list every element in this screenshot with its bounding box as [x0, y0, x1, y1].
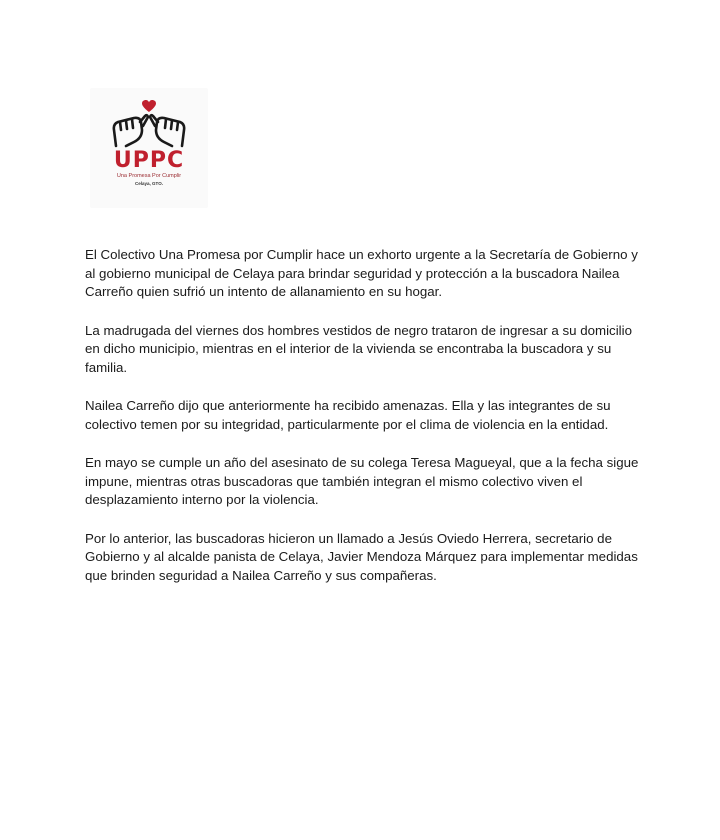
logo-title: UPPC	[113, 148, 185, 173]
paragraph: Por lo anterior, las buscadoras hicieron un llamado a Jesús Oviedo Herrera, secretario de Gobierno y al alcalde panista de Celaya, Javier Mendoza Márquez para implementar medidas que brinden seguridad a Nailea Carreño y sus compañeras.	[85, 530, 638, 583]
logo-city: Celaya, GTO.	[135, 181, 163, 186]
uppc-logo	[90, 88, 208, 208]
paragraph: La madrugada del viernes dos hombres vestidos de negro trataron de ingresar a su domicilio en dicho municipio, mientras en el interior de la vivienda se encontraba la buscadora y su familia.	[85, 322, 632, 375]
hands-heart-icon	[104, 100, 194, 152]
paragraph: En mayo se cumple un año del asesinato de su colega Teresa Magueyal, que a la fecha sigue impune, mientras otras buscadoras que también integran el mismo colectivo viven el desplazamiento interno por la violencia.	[85, 455, 639, 507]
paragraph: El Colectivo Una Promesa por Cumplir hace un exhorto urgente a la Secretaría de Gobierno y al gobierno municipal de Celaya para brindar seguridad y protección a la buscadora Nailea Carreño quien sufrió un intento de allanamiento en su hogar.	[85, 247, 638, 299]
logo-subtitle: Una Promesa Por Cumplir	[116, 173, 182, 179]
paragraph: Nailea Carreño dijo que anteriormente ha recibido amenazas. Ella y las integrantes de su colectivo temen por su integridad, particularmente por el clima de violencia en la entidad.	[85, 398, 611, 432]
article-body	[85, 246, 645, 605]
